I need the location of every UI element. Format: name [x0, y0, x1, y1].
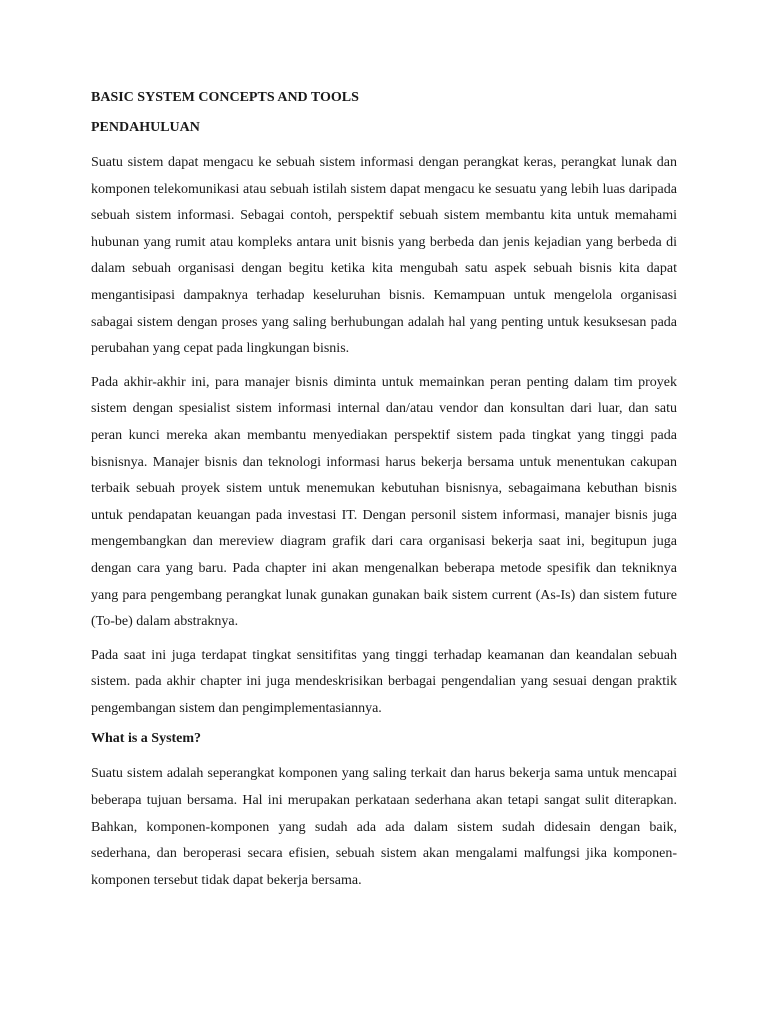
paragraph-intro-3: Pada saat ini juga terdapat tingkat sensitifitas yang tinggi terhadap keamanan dan keandalan sebuah sistem. pada akhir chapter ini juga mendeskrisikan berbagai pengendalian yang sesuai dengan praktik pengembangan sistem dan pengimplementasiannya.	[91, 647, 677, 716]
document-title: BASIC SYSTEM CONCEPTS AND TOOLS	[91, 90, 359, 105]
paragraph-system-1: Suatu sistem adalah seperangkat komponen yang saling terkait dan harus bekerja sama untuk mencapai beberapa tujuan bersama. Hal ini merupakan perkataan sederhana akan tetapi sangat sulit diterapkan. Bahkan, komponen-komponen yang sudah ada ada dalam sistem sudah didesain dengan baik, sederhana, dan beroperasi secara efisien, sebuah sistem akan mengalami malfungsi jika komponen-komponen tersebut tidak dapat bekerja bersama.	[91, 766, 677, 888]
paragraph-intro-1: Suatu sistem dapat mengacu ke sebuah sistem informasi dengan perangkat keras, perangkat lunak dan komponen telekomunikasi atau sebuah istilah sistem dapat mengacu ke sesuatu yang lebih luas daripada sebuah sistem informasi. Sebagai contoh, perspektif sebuah sistem membantu kita untuk memahami hubunan yang rumit atau kompleks antara unit bisnis yang berbeda dan jenis kejadian yang berbeda di dalam sebuah organisasi dengan begitu ketika kita mengubah satu aspek sebuah bisnis kita dapat mengantisipasi dampaknya terhadap keseluruhan bisnis. Kemampuan untuk mengelola organisasi sabagai sistem dengan proses yang saling berhubungan adalah hal yang penting untuk kesuksesan pada perubahan yang cepat pada lingkungan bisnis.	[91, 155, 677, 357]
document-page	[91, 88, 677, 901]
paragraph-intro-2: Pada akhir-akhir ini, para manajer bisnis diminta untuk memainkan peran penting dalam tim proyek sistem dengan spesialist sistem informasi internal dan/atau vendor dan konsultan dari luar, dan satu peran kunci mereka akan membantu menyediakan perspektif sistem pada tingkat yang tinggi pada bisnisnya. Manajer bisnis dan teknologi informasi harus bekerja bersama untuk menentukan cakupan terbaik sebuah proyek sistem untuk menemukan kebutuhan bisnisnya, sebagaimana kebuthan bisnis untuk pendapatan keuangan pada investasi IT. Dengan personil sistem informasi, manajer bisnis juga mengembangkan dan mereview diagram grafik dari cara organisasi bekerja saat ini, begitupun juga dengan cara yang baru. Pada chapter ini akan mengenalkan beberapa metode spesifik dan tekniknya yang para pengembang perangkat lunak gunakan gunakan baik sistem current (As-Is) dan sistem future (To-be) dalam abstraknya.	[91, 374, 677, 630]
section-heading-pendahuluan: PENDAHULUAN	[91, 120, 200, 135]
section-heading-what-is-a-system: What is a System?	[91, 731, 202, 747]
